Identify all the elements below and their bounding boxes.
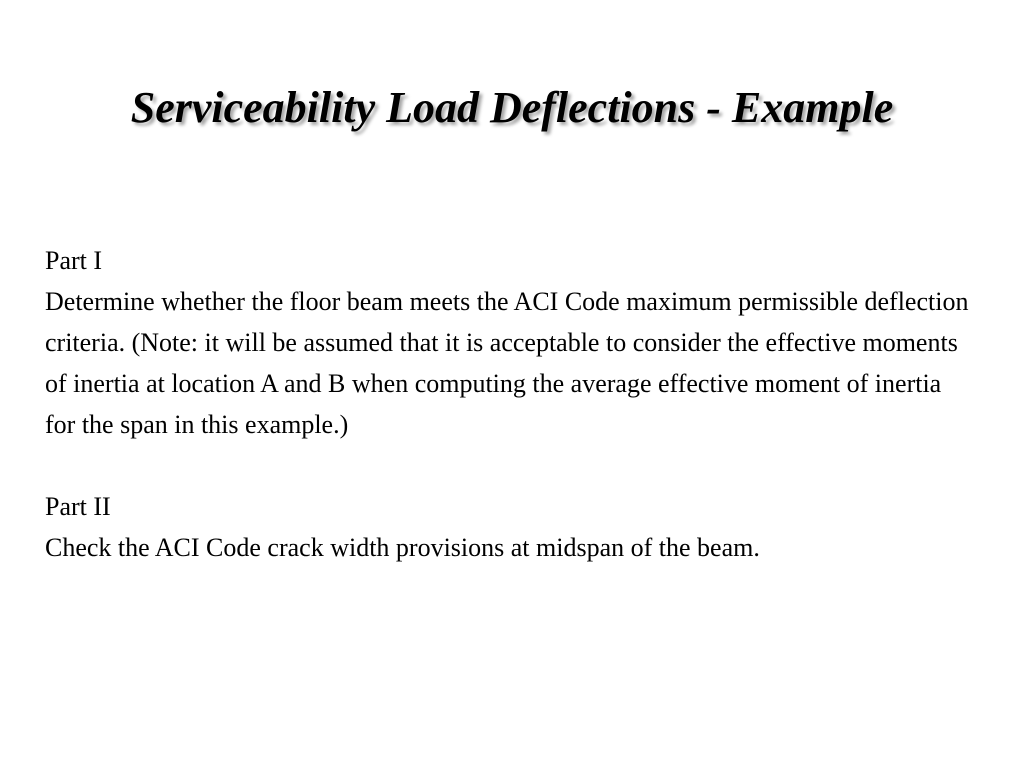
- slide-body: [45, 240, 975, 568]
- part2-text: Check the ACI Code crack width provisions at midspan of the beam.: [45, 533, 760, 562]
- paragraph-spacer: [45, 445, 975, 486]
- part1-text: Determine whether the floor beam meets the ACI Code maximum permissible deflection criteria. (Note: it will be assumed that it is acceptable to consider the effective moments of inertia at location A and B when computing the average effective moment of inertia for the span in this example.): [45, 287, 969, 439]
- part2-heading: Part II: [45, 492, 111, 521]
- part1-heading: Part I: [45, 246, 103, 275]
- slide-title: Serviceability Load Deflections - Example: [130, 83, 894, 132]
